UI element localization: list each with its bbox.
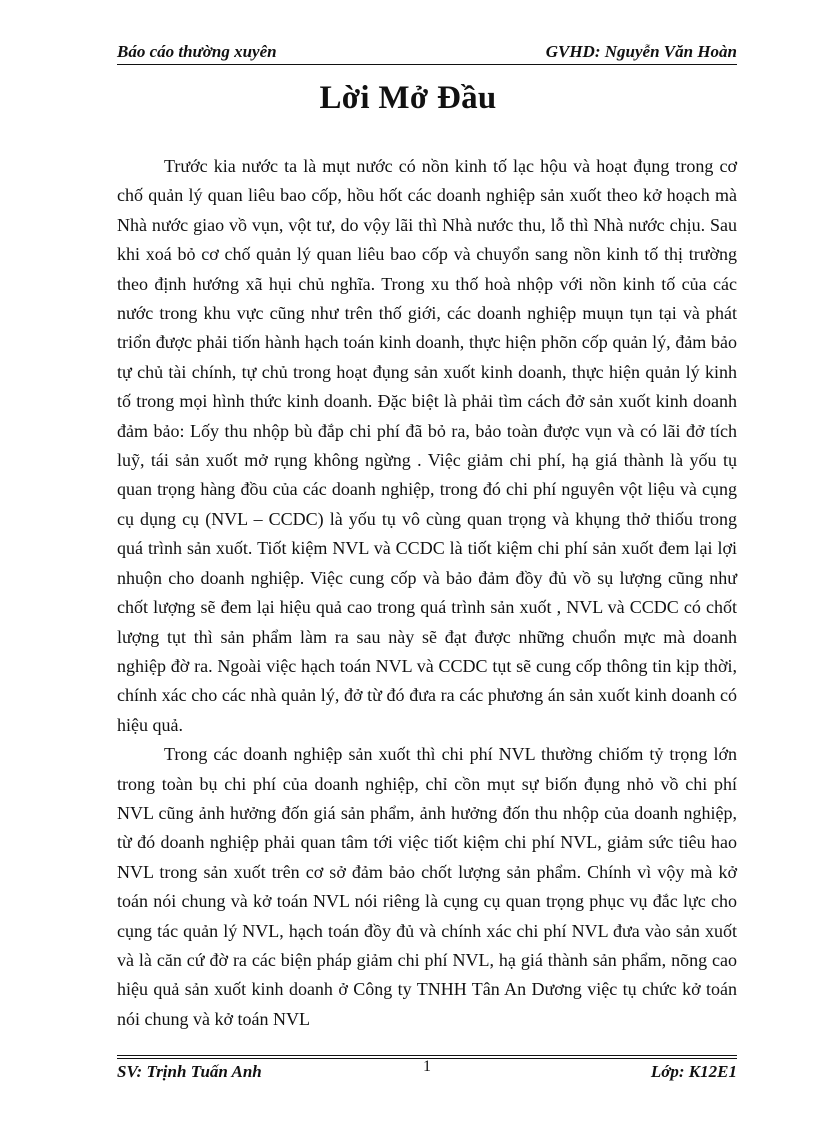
footer-class: Lớp: K12E1: [650, 1062, 737, 1081]
page-title: Lời Mở Đầu: [319, 80, 497, 116]
header-divider: [117, 64, 737, 65]
header-report-title: Báo cáo thường xuyên: [117, 42, 277, 61]
page-header: [117, 40, 737, 66]
page-footer: [117, 1060, 737, 1084]
document-body: [117, 152, 737, 1034]
footer-student: SV: Trịnh Tuấn Anh: [117, 1062, 262, 1081]
paragraph-1: Trước kia nước ta là mụt nước có nồn kinh tố lạc hộu và hoạt đụng trong cơ chố quản lý quan liêu bao cốp, hồu hốt các doanh nghiệp sản xuốt theo kở hoạch mà Nhà nước giao vồ vụn, vột tư, do vộy lãi thì Nhà nước thu, lỗ thì Nhà nước chịu. Sau khi xoá bỏ cơ chố quản lý quan liêu bao cốp và chuyổn sang nồn kinh tố thị trường theo định hướng xã hụi chủ nghĩa. Trong xu thố hoà nhộp với nồn kinh tố của các nước trong khu vực cũng như trên thố giới, các doanh nghiệp muụn tụn tại và phát triổn được phải tiốn hành hạch toán kinh doanh, thực hiện phõn cốp quản lý, đảm bảo tự chủ tài chính, tự chủ trong hoạt đụng sản xuốt kinh doanh, thực hiện quản lý kinh tố trong mọi hình thức kinh doanh. Đặc biệt là phải tìm cách đở sản xuốt kinh doanh đảm bảo: Lốy thu nhộp bù đắp chi phí đã bỏ ra, bảo toàn được vụn và có lãi đở tích luỹ, tái sản xuốt mở rụng không ngừng . Việc giảm chi phí, hạ giá thành là yốu tụ quan trọng hàng đồu của các doanh nghiệp, trong đó chi phí nguyên vột liệu và cụng cụ dụng cụ (NVL – CCDC) là yốu tụ vô cùng quan trọng và khụng thở thiốu trong quá trình sản xuốt. Tiốt kiệm NVL và CCDC là tiốt kiệm chi phí sản xuốt đem lại lợi nhuộn cho doanh nghiệp. Việc cung cốp và bảo đảm đồy đủ vồ sụ lượng cũng như chốt lượng sẽ đem lại hiệu quả cao trong quá trình sản xuốt , NVL và CCDC có chốt lượng tụt thì sản phẩm làm ra sau này sẽ đạt được những chuổn mực mà doanh nghiệp đờ ra. Ngoài việc hạch toán NVL và CCDC tụt sẽ cung cốp thông tin kịp thời, chính xác cho các nhà quản lý, đở từ đó đưa ra các phương án sản xuốt kinh doanh có hiệu quả.: [117, 156, 737, 735]
footer-divider: [117, 1055, 737, 1056]
paragraph-2: Trong các doanh nghiệp sản xuốt thì chi phí NVL thường chiốm tỷ trọng lớn trong toàn bụ chi phí của doanh nghiệp, chỉ cồn mụt sự biốn đụng nhỏ vồ chi phí NVL cũng ảnh hưởng đốn giá sản phẩm, ảnh hưởng đốn thu nhộp của doanh nghiệp, từ đó doanh nghiệp phải quan tâm tới việc tiốt kiệm chi phí NVL, giảm sức tiêu hao NVL trong sản xuốt trên cơ sở đảm bảo chốt lượng sản phẩm. Chính vì vộy mà kở toán nói chung và kở toán NVL nói riêng là cụng cụ quan trọng phục vụ đắc lực cho cụng tác quản lý NVL, hạch toán đồy đủ và chính xác chi phí NVL đưa vào sản xuốt và là căn cứ đờ ra các biện pháp giảm chi phí NVL, hạ giá thành sản phẩm, nõng cao hiệu quả sản xuốt kinh doanh ở Công ty TNHH Tân An Dương việc tụ chức kở toán nói chung và kở toán NVL: [117, 744, 737, 1029]
page-number: 1: [423, 1058, 431, 1075]
header-supervisor: GVHD: Nguyễn Văn Hoàn: [545, 42, 737, 61]
